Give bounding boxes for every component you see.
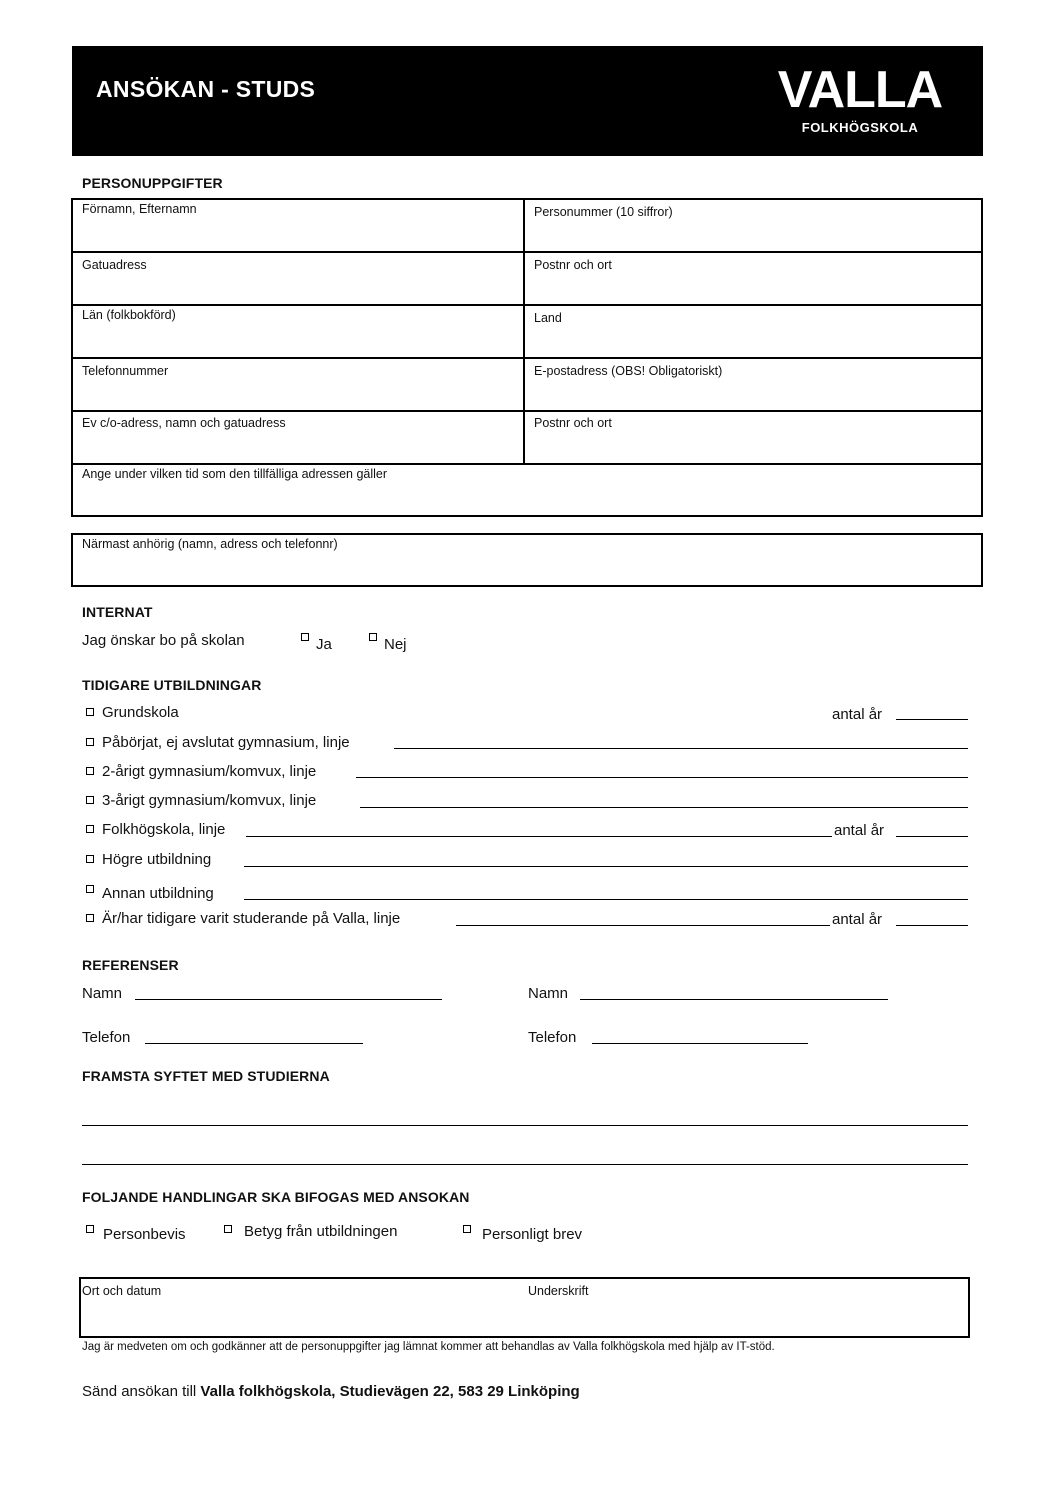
row-divider: [72, 251, 982, 253]
reference-name-label: Namn: [528, 985, 569, 1002]
education-label: Är/har tidigare varit studerande på Valla, linje: [102, 910, 401, 927]
field-temporary-address-period[interactable]: Ange under vilken tid som den tillfälliga adressen gäller: [82, 467, 388, 481]
column-divider: [523, 199, 525, 464]
signature-box: [79, 1277, 970, 1338]
program-input-line[interactable]: [360, 807, 968, 808]
reference-name-input[interactable]: [135, 999, 442, 1000]
form-title: ANSÖKAN - STUDS: [96, 76, 316, 102]
checkbox-education[interactable]: [86, 767, 94, 775]
checkbox-education[interactable]: [86, 796, 94, 804]
checkbox-education[interactable]: [86, 885, 94, 893]
page-header: [72, 46, 983, 156]
years-input-line[interactable]: [896, 925, 968, 926]
checkbox-education[interactable]: [86, 855, 94, 863]
option-yes-label: Ja: [316, 636, 332, 653]
years-input-line[interactable]: [896, 719, 968, 720]
school-logo: [765, 61, 955, 135]
logo-wordmark: VALLA: [777, 61, 943, 119]
years-label: antal år: [832, 911, 883, 928]
row-divider: [72, 410, 982, 412]
option-no-label: Nej: [384, 636, 407, 653]
field-next-of-kin: Närmast anhörig (namn, adress och telefonnr): [82, 537, 338, 551]
checkbox-yes[interactable]: [301, 633, 309, 641]
section-title-internat: INTERNAT: [82, 604, 153, 620]
program-input-line[interactable]: [356, 777, 968, 778]
checkbox-education[interactable]: [86, 825, 94, 833]
years-label: antal år: [834, 822, 885, 839]
field-name[interactable]: Förnamn, Efternamn: [82, 202, 197, 216]
education-label: Annan utbildning: [102, 885, 214, 902]
program-input-line[interactable]: [246, 836, 832, 837]
field-postal-code-city[interactable]: Postnr och ort: [534, 258, 612, 272]
education-label: Högre utbildning: [102, 851, 212, 868]
attachment-label: Betyg från utbildningen: [244, 1223, 398, 1240]
reference-phone-label: Telefon: [528, 1029, 577, 1046]
section-title-personal: PERSONUPPGIFTER: [82, 175, 223, 191]
send-address: Valla folkhögskola, Studievägen 22, 583 29 Linköping: [200, 1383, 580, 1400]
attachment-label: Personbevis: [103, 1226, 186, 1243]
checkbox-attachment[interactable]: [224, 1225, 232, 1233]
field-county[interactable]: Län (folkbokförd): [82, 308, 176, 322]
field-phone[interactable]: Telefonnummer: [82, 364, 169, 378]
reference-phone-label: Telefon: [82, 1029, 131, 1046]
education-label: Påbörjat, ej avslutat gymnasium, linje: [102, 734, 350, 751]
field-personal-number[interactable]: Personummer (10 siffror): [534, 205, 673, 219]
field-co-postal-code-city[interactable]: Postnr och ort: [534, 416, 612, 430]
internat-question: Jag önskar bo på skolan: [82, 632, 245, 649]
consent-text: Jag är medveten om och godkänner att de personuppgifter jag lämnat kommer att behandlas av Valla folkhögskola med hjälp av IT-stöd.: [82, 1341, 775, 1353]
program-input-line[interactable]: [244, 899, 968, 900]
purpose-input-line[interactable]: [82, 1164, 968, 1165]
checkbox-education[interactable]: [86, 738, 94, 746]
checkbox-attachment[interactable]: [463, 1225, 471, 1233]
purpose-input-line[interactable]: [82, 1125, 968, 1126]
field-country[interactable]: Land: [534, 311, 562, 325]
row-divider: [72, 304, 982, 306]
send-prefix: Sänd ansökan till: [82, 1383, 197, 1400]
field-email[interactable]: E-postadress (OBS! Obligatoriskt): [534, 364, 723, 378]
field-street-address[interactable]: Gatuadress: [82, 258, 147, 272]
section-title-references: REFERENSER: [82, 957, 179, 973]
checkbox-education[interactable]: [86, 914, 94, 922]
reference-phone-input[interactable]: [592, 1043, 808, 1044]
program-input-line[interactable]: [244, 866, 968, 867]
attachment-label: Personligt brev: [482, 1226, 583, 1243]
education-label: 2-årigt gymnasium/komvux, linje: [102, 763, 317, 780]
send-to-line: [82, 1383, 580, 1400]
education-label: Grundskola: [102, 704, 179, 721]
education-label: 3-årigt gymnasium/komvux, linje: [102, 792, 317, 809]
years-input-line[interactable]: [896, 836, 968, 837]
program-input-line[interactable]: [456, 925, 830, 926]
place-date-field[interactable]: Ort och datum: [82, 1284, 162, 1298]
row-divider: [72, 463, 982, 465]
education-label: Folkhögskola, linje: [102, 821, 226, 838]
program-input-line[interactable]: [394, 748, 968, 749]
checkbox-attachment[interactable]: [86, 1225, 94, 1233]
reference-phone-input[interactable]: [145, 1043, 363, 1044]
row-divider: [72, 357, 982, 359]
field-co-address[interactable]: Ev c/o-adress, namn och gatuadress: [82, 416, 286, 430]
signature-field[interactable]: Underskrift: [528, 1284, 589, 1298]
section-title-education: TIDIGARE UTBILDNINGAR: [82, 677, 262, 693]
checkbox-education[interactable]: [86, 708, 94, 716]
section-title-purpose: FRAMSTA SYFTET MED STUDIERNA: [82, 1068, 330, 1084]
reference-name-input[interactable]: [580, 999, 888, 1000]
reference-name-label: Namn: [82, 985, 123, 1002]
years-label: antal år: [832, 706, 883, 723]
section-title-attachments: FOLJANDE HANDLINGAR SKA BIFOGAS MED ANSOKAN: [82, 1189, 470, 1205]
logo-subtitle: FOLKHÖGSKOLA: [801, 120, 919, 135]
checkbox-no[interactable]: [369, 633, 377, 641]
